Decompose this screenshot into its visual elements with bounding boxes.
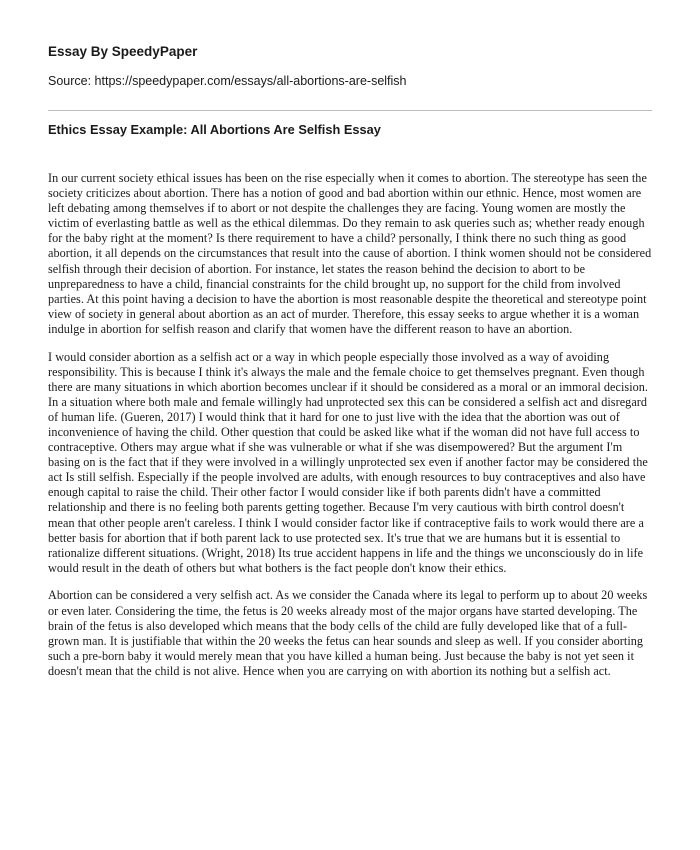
- source-line: Source: https://speedypaper.com/essays/all-abortions-are-selfish: [48, 74, 407, 88]
- essay-paragraph: Abortion can be considered a very selfish act. As we consider the Canada where its legal to perform up to about 20 weeks or even later. Considering the time, the fetus is 20 weeks already most of the major organs have started developing. The brain of the fetus is also developed which means that the body cells of the child are fully developed like that of a full-grown man. It is justifiable that within the 20 weeks the fetus can hear sounds and sleep as well. If you consider aborting such a pre-born baby it would merely mean that you have killed a human being. Just because the baby is not yet seen it doesn't mean that the child is not alive. Hence when you are carrying on with abortion its nothing but a selfish act.: [48, 588, 648, 678]
- header-divider: [48, 110, 652, 111]
- essay-paragraph: I would consider abortion as a selfish act or a way in which people especially those involved as a way of avoiding responsibility. This is because I think it's always the male and the female choice to get themselves pregnant. Even though there are many situations in which abortion becomes unclear if it should be considered as a moral or an immoral decision. In a situation where both male and female willingly had unprotected sex this can be considered a selfish act and disregard of human life. (Gueren, 2017) I would think that it hard for one to just live with the idea that the abortion was out of inconvenience of having the child. Other question that could be asked like what if the woman did not have full access to contraceptive. Others may argue what if she was vulnerable or what if she was disempowered? But the argument I'm basing on is the fact that if they were involved in a willingly unprotected sex even if another factor may be considered the act Is still selfish. Especially if the people involved are adults, with enough resources to buy contraceptives and also have enough capital to raise the child. Their other factor I would consider like if both parents didn't have a committed relationship and there is no feeling both parents getting together. Because I'm very cautious with birth control doesn't mean that other people aren't careless. I think I would consider factor like if contraceptive fails to work would there are a better basis for abortion that if both parent lack to use protected sex. It's true that we are humans but it is essential to rationalize different situations. (Wright, 2018) Its true accident happens in life and the things we unconsciously do in life would result in the death of others but what bothers is the fact people don't know their ethics.: [48, 349, 649, 575]
- document-header-title: Essay By SpeedyPaper: [48, 44, 198, 59]
- essay-paragraph: In our current society ethical issues has been on the rise especially when it comes to abortion. The stereotype has seen the society criticizes about abortion. There has a notion of good and bad abortion within our ethnic. Hence, most women are left debating among themselves if to abort or not despite the challenges they are facing. Young women are mostly the victim of everlasting battle as well as the ethical dilemmas. Do they remain to ask queries such as; whether ready enough for the baby right at the moment? Is there requirement to have a child? personally, I think there no such thing as good abortion, it all depends on the circumstances that result into the cause of abortion. I think women should not be considered selfish through their decision of abortion. For instance, let states the reason behind the decision to abort to be unpreparedness to have a child, financial constraints for the child brought up, no support for the child from involved parties. At this point having a decision to have the abortion is most reasonable despite the theoretical and stereotype point view of society in general about abortion as an act of murder. Therefore, this essay seeks to argue whether it is a woman indulge in abortion for selfish reason and clarify that women have the different reason to have an abortion.: [48, 171, 652, 336]
- essay-body: [48, 171, 652, 692]
- essay-title: Ethics Essay Example: All Abortions Are Selfish Essay: [48, 122, 381, 137]
